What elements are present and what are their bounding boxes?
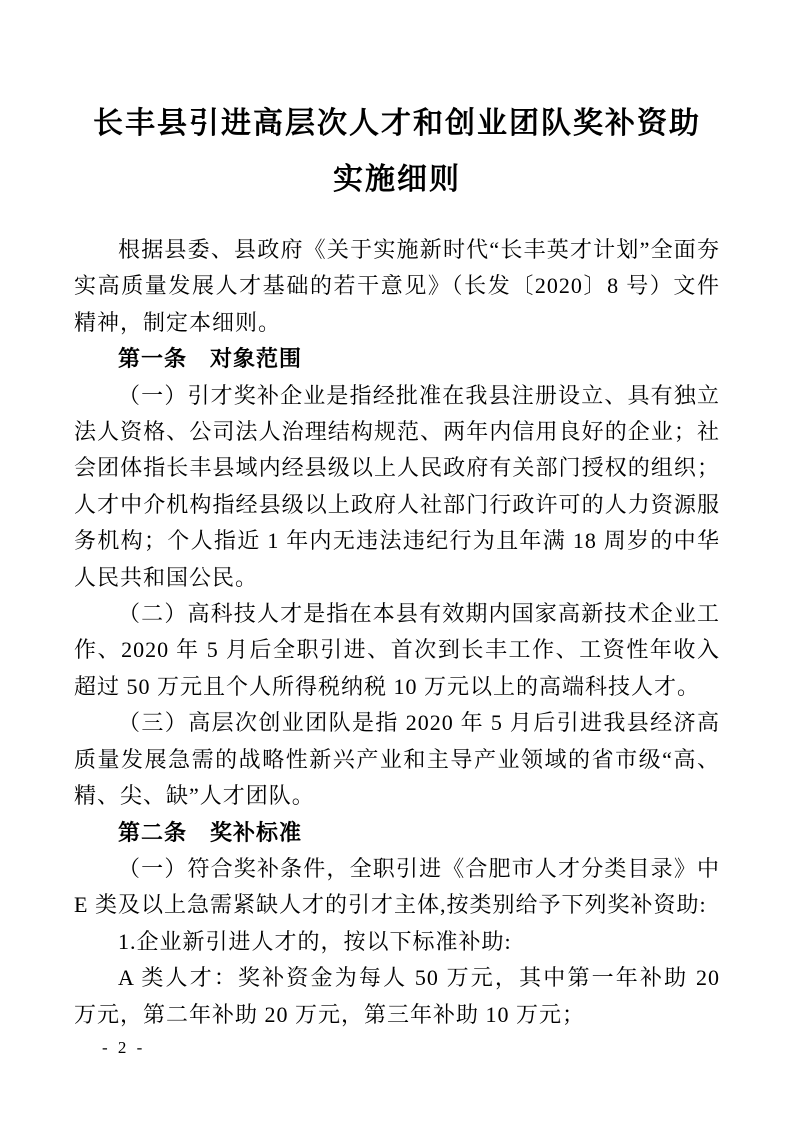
heading-article-2: 第二条 奖补标准 [118,819,303,845]
page-number: - 2 - [102,1038,146,1057]
paragraph-article2-item1: （一）符合奖补条件，全职引进《合肥市人才分类目录》中 E 类及以上急需紧缺人才的引才主体,按类别给予下列奖补资助: [74,855,720,918]
heading-article-1: 第一条 对象范围 [118,346,303,372]
paragraph-article1-item2: （二）高科技人才是指在本县有效期内国家高新技术企业工作、2020 年 5 月后全职引进、首次到长丰工作、工资性年收入超过 50 万元且个人所得税纳税 10 万元以上的高端科技人才。 [74,601,720,699]
paragraph-article1-item1: （一）引才奖补企业是指经批准在我县注册设立、具有独立法人资格、公司法人治理结构规范、两年内信用良好的企业；社会团体指长丰县域内经县级以上人民政府有关部门授权的组织；人才中介机构指经县级以上政府人社部门行政许可的人力资源服务机构；个人指近 1 年内无违法违纪行为且年满 18 周岁的中华人民共和国公民。 [74,382,720,590]
paragraph-class-a-talent: A 类人才：奖补资金为每人 50 万元，其中第一年补助 20 万元，第二年补助 20 万元，第三年补助 10 万元； [74,965,720,1027]
document-title-line2: 实施细则 [333,163,461,196]
paragraph-article2-sub1: 1.企业新引进人才的，按以下标准补助: [118,928,512,954]
document-title [74,0,720,208]
document-title-line1: 长丰县引进高层次人才和创业团队奖补资助 [93,107,701,140]
document-body [74,232,720,1033]
paragraph-intro: 根据县委、县政府《关于实施新时代“长丰英才计划”全面夯实高质量发展人才基础的若干意见》（长发〔2020〕8 号）文件精神，制定本细则。 [74,237,720,335]
paragraph-article1-item3: （三）高层次创业团队是指 2020 年 5 月后引进我县经济高质量发展急需的战略性新兴产业和主导产业领域的省市级“高、精、尖、缺”人才团队。 [74,710,720,809]
